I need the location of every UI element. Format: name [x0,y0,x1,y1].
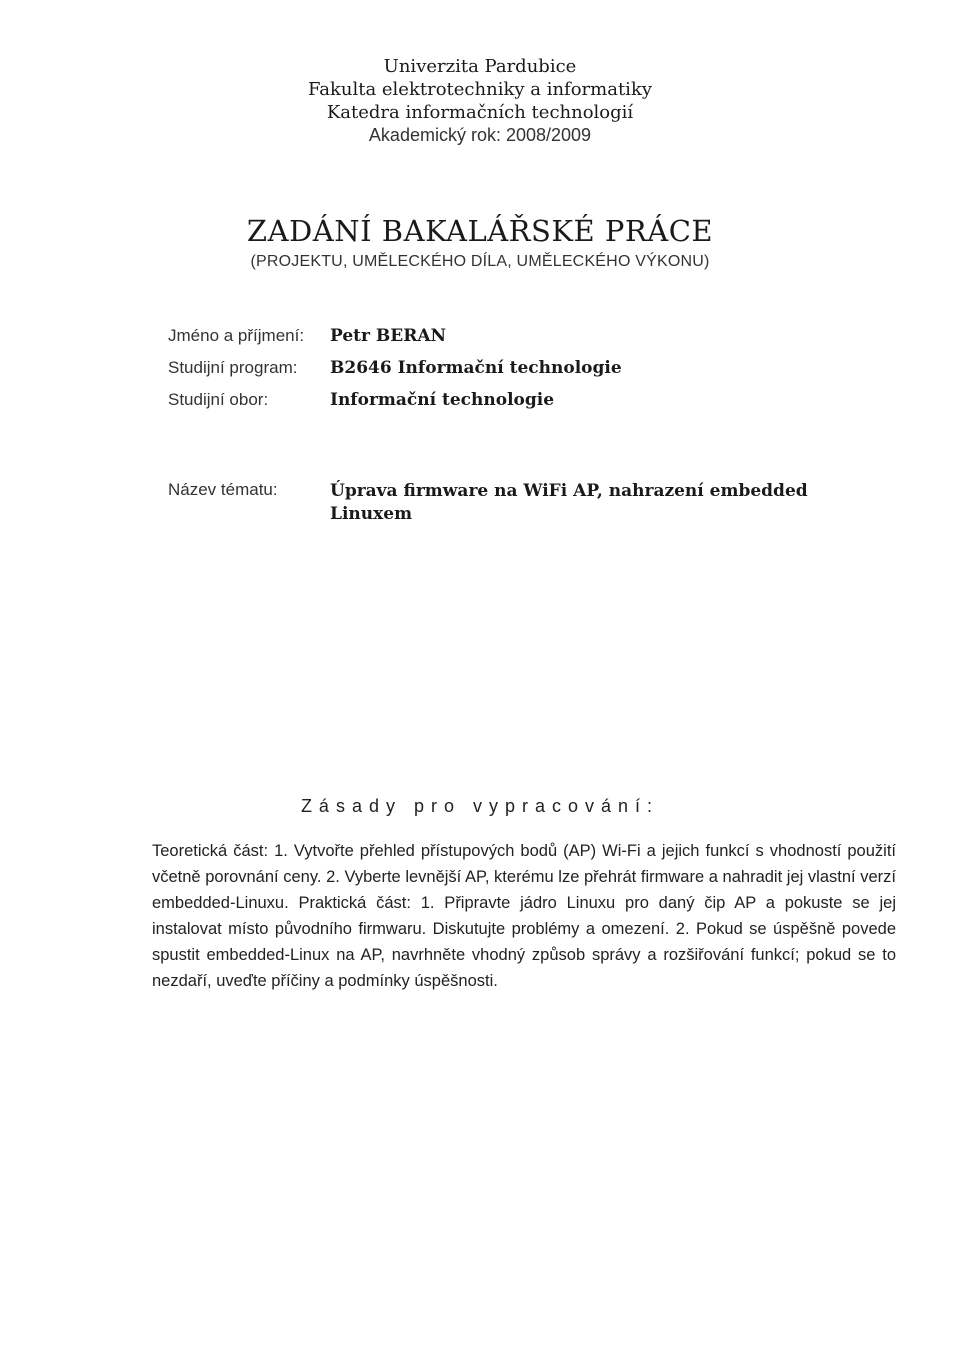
name-label: Jméno a příjmení: [168,326,305,345]
topic-label: Název tématu: [168,480,278,499]
student-fields [168,326,848,422]
guidelines-text: Teoretická část: 1. Vytvořte přehled přístupových bodů (AP) Wi-Fi a jejich funkcí s vhodností použití včetně porovnání ceny. 2. Vyberte levnější AP, kterému lze přehrát firmware a nahradit jej vlastní verzí embedded-Linuxu. Praktická část: 1. Připravte jádro Linuxu pro daný čip AP a pokuste se jej instalovat místo původního firmwaru. Diskutujte problémy a omezení. 2. Pokud se úspěšně povede spustit embedded-Linux na AP, navrhněte vhodný způsob správy a rozšiřování funkcí; pokud se to nezdaří, uveďte příčiny a podmínky úspěšnosti. [152,842,896,990]
name-field [168,326,848,358]
faculty-name: Fakulta elektrotechniky a informatiky [307,79,653,100]
study-field-value: Informační technologie [330,390,555,410]
department-name: Katedra informačních technologií [326,102,634,123]
study-field [168,390,848,422]
academic-year: Akademický rok: 2008/2009 [368,125,592,145]
document-title: ZADÁNÍ BAKALÁŘSKÉ PRÁCE [246,214,714,248]
name-value: Petr BERAN [330,326,447,346]
program-label: Studijní program: [168,358,298,377]
document-subtitle: (PROJEKTU, UMĚLECKÉHO DÍLA, UMĚLECKÉHO VÝKONU) [250,253,710,270]
topic-value: Úprava firmware na WiFi AP, nahrazení embedded Linuxem [330,481,808,524]
program-value: B2646 Informační technologie [330,358,622,378]
study-field-label: Studijní obor: [168,390,269,409]
program-field [168,358,848,390]
title-block [0,212,960,274]
document-header [0,55,960,147]
guidelines-heading: Zásady pro vypracování: [300,796,660,816]
university-name: Univerzita Pardubice [383,56,577,77]
